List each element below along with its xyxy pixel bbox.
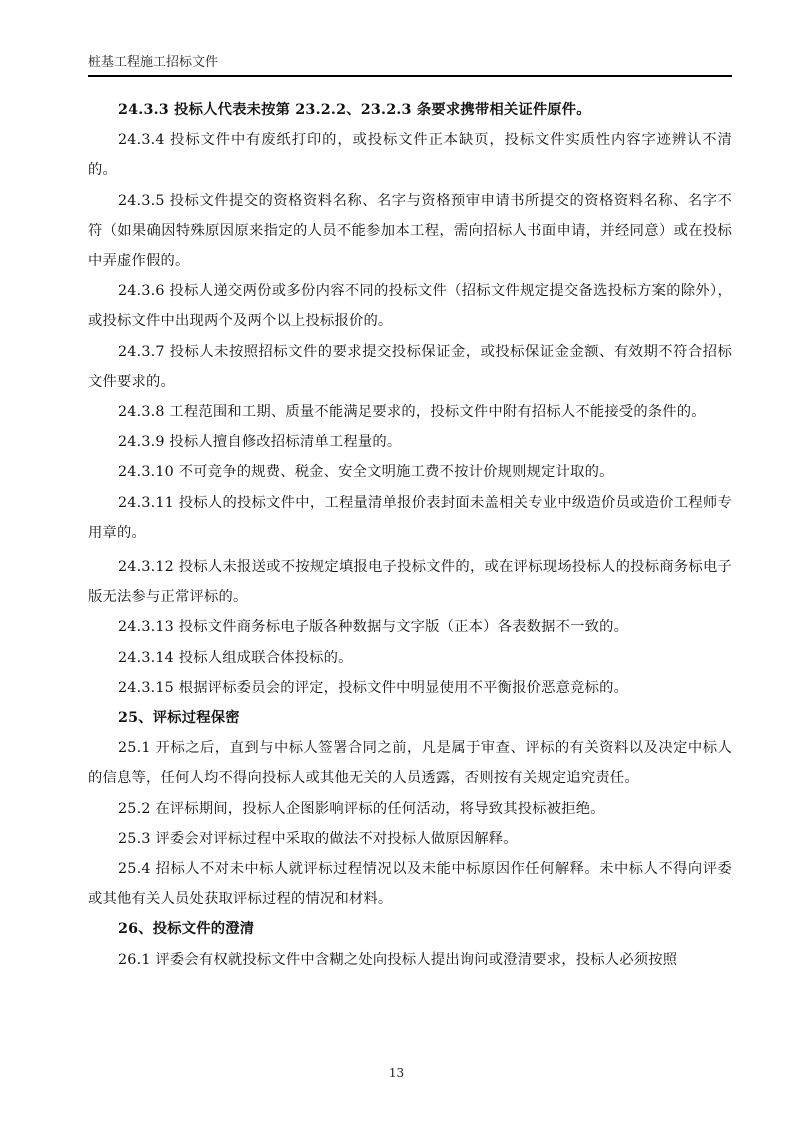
clause-24-3-15: 24.3.15 根据评标委员会的评定，投标文件中明显使用不平衡报价恶意竞标的。	[118, 679, 629, 696]
clause-24-3-5: 24.3.5 投标文件提交的资格资料名称、名字与资格预审申请书所提交的资格资料名称、名字不符（如果确因特殊原因原来指定的人员不能参加本工程，需向招标人书面申请，并经同意）或在投标中弄虚作假的。	[88, 192, 732, 270]
header-divider	[88, 75, 732, 77]
clause-24-3-7: 24.3.7 投标人未按照招标文件的要求提交投标保证金，或投标保证金金额、有效期不符合招标文件要求的。	[88, 343, 732, 390]
clause-26-1: 26.1 评委会有权就投标文件中含糊之处向投标人提出询问或澄清要求，投标人必须按照	[118, 951, 678, 968]
clause-24-3-9: 24.3.9 投标人擅自修改招标清单工程量的。	[118, 434, 402, 451]
clause-25-3: 25.3 评委会对评标过程中采取的做法不对投标人做原因解释。	[118, 830, 518, 847]
clause-25-2: 25.2 在评标期间，投标人企图影响评标的任何活动，将导致其投标被拒绝。	[118, 800, 605, 817]
clause-24-3-4: 24.3.4 投标文件中有废纸打印的，或投标文件正本缺页，投标文件实质性内容字迹辨认不清的。	[88, 132, 732, 179]
clause-24-3-11: 24.3.11 投标人的投标文件中，工程量清单报价表封面未盖相关专业中级造价员或造价工程师专用章的。	[88, 494, 732, 541]
clause-24-3-6: 24.3.6 投标人递交两份或多份内容不同的投标文件（招标文件规定提交备选投标方案的除外），或投标文件中出现两个及两个以上投标报价的。	[88, 283, 732, 330]
clause-24-3-12: 24.3.12 投标人未报送或不按规定填报电子投标文件的，或在评标现场投标人的投标商务标电子版无法参与正常评标的。	[88, 559, 732, 606]
clause-24-3-13: 24.3.13 投标文件商务标电子版各种数据与文字版（正本）各表数据不一致的。	[118, 619, 629, 636]
clause-24-3-14: 24.3.14 投标人组成联合体投标的。	[118, 649, 353, 666]
clause-24-3-10: 24.3.10 不可竞争的规费、税金、安全文明施工费不按计价规则规定计取的。	[118, 464, 614, 481]
page-number: 13	[388, 1066, 405, 1080]
document-body	[88, 95, 732, 975]
clause-24-3-3: 24.3.3 投标人代表未按第 23.2.2、23.2.3 条要求携带相关证件原件。	[118, 102, 591, 118]
section-heading-25: 25、评标过程保密	[118, 710, 240, 727]
clause-25-1: 25.1 开标之后，直到与中标人签署合同之前，凡是属于审查、评标的有关资料以及决定中标人的信息等，任何人均不得向投标人或其他无关的人员透露，否则按有关规定追究责任。	[88, 740, 732, 787]
clause-25-4: 25.4 招标人不对未中标人就评标过程情况以及未能中标原因作任何解释。未中标人不得向评委或其他有关人员处获取评标过程的情况和材料。	[88, 861, 732, 908]
clause-24-3-8: 24.3.8 工程范围和工期、质量不能满足要求的，投标文件中附有招标人不能接受的条件的。	[118, 404, 706, 421]
section-heading-26: 26、投标文件的澄清	[118, 921, 255, 938]
running-header: 桩基工程施工招标文件	[88, 55, 219, 70]
